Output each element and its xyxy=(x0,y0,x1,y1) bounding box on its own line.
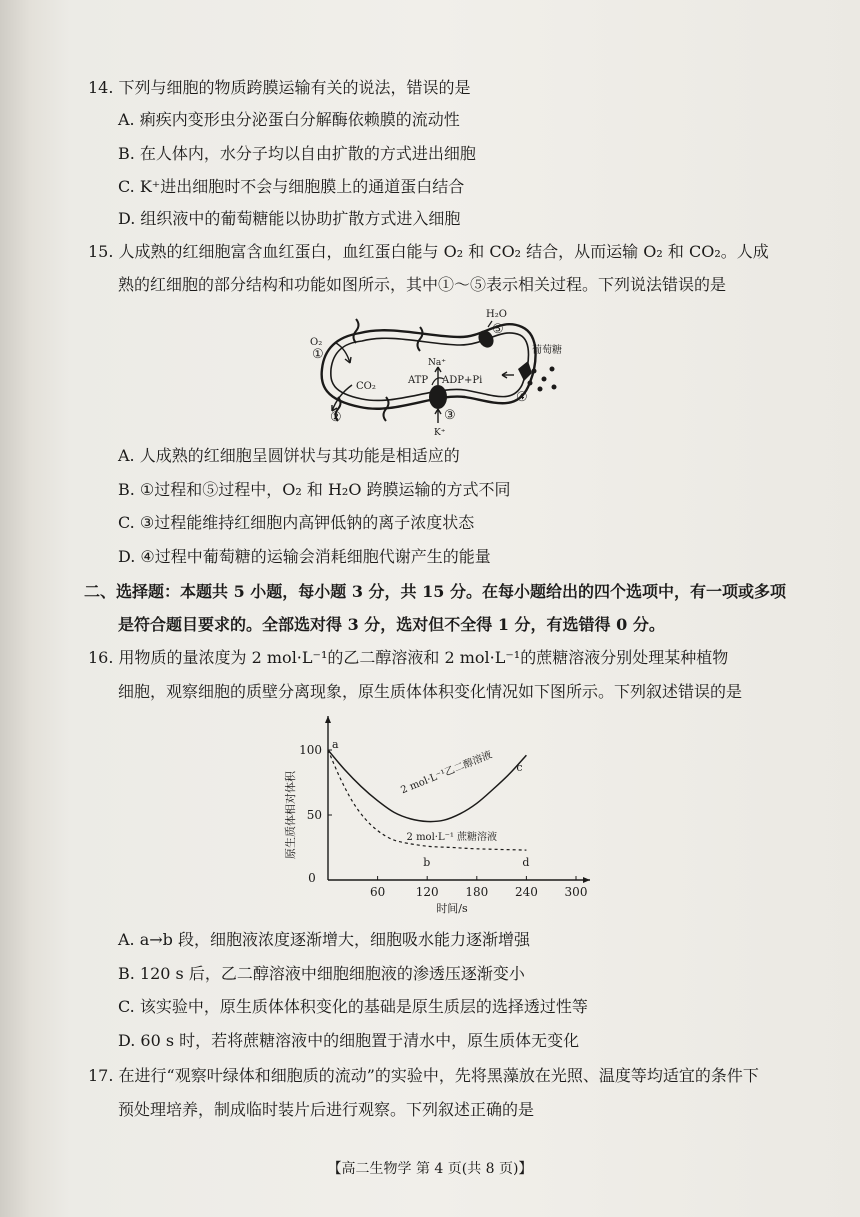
sodium-potassium-pump xyxy=(429,385,447,409)
q16-stem-line1: 16. 用物质的量浓度为 2 mol·L⁻¹的乙二醇溶液和 2 mol·L⁻¹的蔗糖溶液分别处理某种植物 xyxy=(88,648,729,667)
y-axis-arrow xyxy=(325,716,331,723)
page-footer: 【高二生物学 第 4 页(共 8 页)】 xyxy=(327,1161,533,1177)
x-tick-label: 0 xyxy=(308,871,316,885)
section2-line1: 二、选择题：本题共 5 小题，每小题 3 分，共 15 分。在每小题给出的四个选项中，有一项或多项 xyxy=(84,582,786,601)
q15-stem-line1: 15. 人成熟的红细胞富含血红蛋白，血红蛋白能与 O₂ 和 CO₂ 结合，从而运输 O₂ 和 CO₂。人成 xyxy=(88,242,769,261)
x-axis-arrow xyxy=(583,877,590,883)
section2-line2: 是符合题目要求的。全部选对得 3 分，选对但不全得 1 分，有选错得 0 分。 xyxy=(118,615,665,634)
x-axis-label: 时间/s xyxy=(436,902,468,915)
x-tick-label: 120 xyxy=(415,885,439,899)
label-adp: ADP+Pi xyxy=(442,375,483,386)
x-tick-label: 240 xyxy=(514,885,538,899)
x-tick-label: 300 xyxy=(564,885,588,899)
q16-option-c: C. 该实验中，原生质体体积变化的基础是原生质层的选择透过性等 xyxy=(118,997,588,1016)
q15-option-d: D. ④过程中葡萄糖的运输会消耗细胞代谢产生的能量 xyxy=(118,547,491,566)
y-tick-label: 50 xyxy=(306,808,322,822)
q15-option-b: B. ①过程和⑤过程中，O₂ 和 H₂O 跨膜运输的方式不同 xyxy=(118,480,511,499)
o2-arrow xyxy=(336,343,350,363)
protoplast-volume-chart xyxy=(280,710,600,920)
y-tick-label: 100 xyxy=(299,743,322,757)
label-h2o: H₂O xyxy=(486,309,507,320)
q14-stem: 14. 下列与细胞的物质跨膜运输有关的说法，错误的是 xyxy=(88,78,471,97)
point-label-c: c xyxy=(516,760,523,774)
q14-option-c: C. K⁺进出细胞时不会与细胞膜上的通道蛋白结合 xyxy=(118,177,465,196)
series-label-sucrose: 2 mol·L⁻¹ 蔗糖溶液 xyxy=(406,831,498,843)
q15-option-c: C. ③过程能维持红细胞内高钾低钠的离子浓度状态 xyxy=(118,513,475,532)
q14-option-d: D. 组织液中的葡萄糖能以协助扩散方式进入细胞 xyxy=(118,209,461,228)
label-na: Na⁺ xyxy=(428,358,446,368)
label-3: ③ xyxy=(444,408,456,423)
q14-option-a: A. 痢疾内变形虫分泌蛋白分解酶依赖膜的流动性 xyxy=(118,110,460,129)
q15-stem-line2: 熟的红细胞的部分结构和功能如图所示，其中①～⑤表示相关过程。下列说法错误的是 xyxy=(118,275,727,294)
q16-stem-line2: 细胞，观察细胞的质壁分离现象，原生质体体积变化情况如下图所示。下列叙述错误的是 xyxy=(118,682,743,701)
rbc-diagram xyxy=(300,305,570,440)
label-2: ② xyxy=(330,410,342,425)
point-label-a: a xyxy=(332,738,339,751)
label-co2: CO₂ xyxy=(356,381,376,392)
x-tick-label: 60 xyxy=(369,885,386,899)
channel-protein-2 xyxy=(418,327,423,351)
label-k: K⁺ xyxy=(434,428,446,438)
label-5: ⑤ xyxy=(492,322,504,337)
y-axis-label: 原生质体相对体积 xyxy=(284,771,297,859)
label-o2: O₂ xyxy=(310,337,323,348)
q16-option-a: A. a→b 段，细胞液浓度逐渐增大，细胞吸水能力逐渐增强 xyxy=(118,930,531,949)
q17-stem-line1: 17. 在进行“观察叶绿体和细胞质的流动”的实验中，先将黑藻放在光照、温度等均适宜的条件下 xyxy=(88,1066,759,1085)
label-1: ① xyxy=(312,347,324,362)
q14-option-b: B. 在人体内，水分子均以自由扩散的方式进出细胞 xyxy=(118,144,476,163)
point-label-b: b xyxy=(423,856,431,870)
q15-option-a: A. 人成熟的红细胞呈圆饼状与其功能是相适应的 xyxy=(118,446,460,465)
channel-protein-1 xyxy=(354,319,359,343)
q17-stem-line2: 预处理培养，制成临时装片后进行观察。下列叙述正确的是 xyxy=(118,1100,535,1119)
label-glucose: 葡萄糖 xyxy=(532,345,562,356)
point-label-d: d xyxy=(522,856,530,870)
x-tick-label: 180 xyxy=(465,885,489,899)
glucose-transporter xyxy=(518,361,532,381)
series-label-ethylene-glycol: 2 mol·L⁻¹乙二醇溶液 xyxy=(399,749,494,797)
q16-option-b: B. 120 s 后，乙二醇溶液中细胞细胞液的渗透压逐渐变小 xyxy=(118,964,525,983)
q16-option-d: D. 60 s 时，若将蔗糖溶液中的细胞置于清水中，原生质体无变化 xyxy=(118,1031,580,1050)
label-atp: ATP xyxy=(408,375,429,386)
label-4: ④ xyxy=(516,390,528,405)
